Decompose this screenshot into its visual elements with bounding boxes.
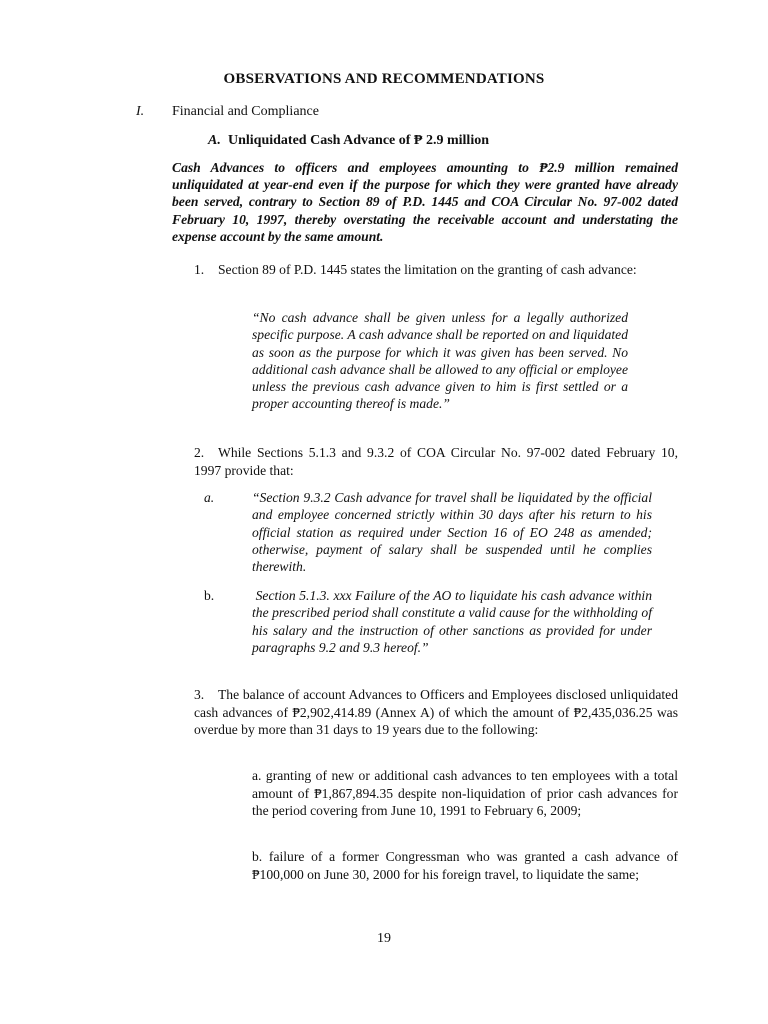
page-number: 19 xyxy=(377,931,391,946)
quoted-section-b xyxy=(204,587,652,656)
paragraph-1 xyxy=(194,261,678,279)
paragraph-2 xyxy=(194,444,678,479)
paragraph-1-number: 1. xyxy=(194,262,205,277)
paragraph-3 xyxy=(194,686,678,739)
subsection-title: Unliquidated Cash Advance of ₱ 2.9 million xyxy=(228,133,489,148)
page-heading: OBSERVATIONS AND RECOMMENDATIONS xyxy=(223,71,545,87)
audit-finding: Cash Advances to officers and employees amounting to ₱2.9 million remained unliquidated at year-end even if the purpose for which they were granted have already been served, contrary to Section 89 of P.D. 1445 and COA Circular No. 97-002 dated February 10, 1997, thereby overstating the receivable account and understating the expense account by the same amount. xyxy=(172,160,678,244)
reason-b xyxy=(252,848,678,883)
paragraph-3-number: 3. xyxy=(194,687,205,702)
reason-b-letter: b. xyxy=(252,849,263,864)
paragraph-3-text: The balance of account Advances to Officers and Employees disclosed unliquidated cash advances of ₱2,902,414.89 (Annex A) of which the amount of ₱2,435,036.25 was overdue by more than 31 days to 19 years due to the following: xyxy=(194,687,678,737)
subsection-letter: A. xyxy=(208,133,221,148)
pd1445-quote: “No cash advance shall be given unless for a legally authorized specific purpose. A cash advance shall be reported on and liquidated as soon as the purpose for which it was given has been served. No additional cash advance shall be allowed to any official or employee unless the previous cash advance given to him is first settled or a proper accounting thereof is made.” xyxy=(252,310,628,412)
paragraph-2-text: While Sections 5.1.3 and 9.3.2 of COA Circular No. 97-002 dated February 10, 1997 provide that: xyxy=(194,445,678,478)
quoted-section-a xyxy=(204,489,652,575)
quoted-section-b-text: Section 5.1.3. xxx Failure of the AO to liquidate his cash advance within the prescribed period shall constitute a valid cause for the withholding of his salary and the instruction of other sanctions as provided for under paragraphs 9.2 and 9.3 hereof.” xyxy=(252,588,652,655)
section-number: I. xyxy=(136,104,145,119)
reason-a-letter: a. xyxy=(252,768,262,783)
quoted-section-b-letter: b. xyxy=(204,588,215,603)
reason-a-text: granting of new or additional cash advances to ten employees with a total amount of ₱1,867,894.35 despite non-liquidation of prior cash advances for the period covering from June 10, 1991 to February 6, 2009; xyxy=(252,768,678,818)
paragraph-1-text: Section 89 of P.D. 1445 states the limitation on the granting of cash advance: xyxy=(218,262,637,277)
paragraph-2-number: 2. xyxy=(194,445,205,460)
reason-b-text: failure of a former Congressman who was granted a cash advance of ₱100,000 on June 30, 2000 for his foreign travel, to liquidate the same; xyxy=(252,849,678,882)
quoted-section-a-text: “Section 9.3.2 Cash advance for travel shall be liquidated by the official and employee concerned strictly within 30 days after his return to his official station as required under Section 16 of EO 248 as amended; otherwise, payment of salary shall be suspended until he complies therewith. xyxy=(252,490,652,575)
reason-a xyxy=(252,767,678,820)
quoted-section-a-letter: a. xyxy=(204,490,215,505)
section-title: Financial and Compliance xyxy=(172,104,319,119)
